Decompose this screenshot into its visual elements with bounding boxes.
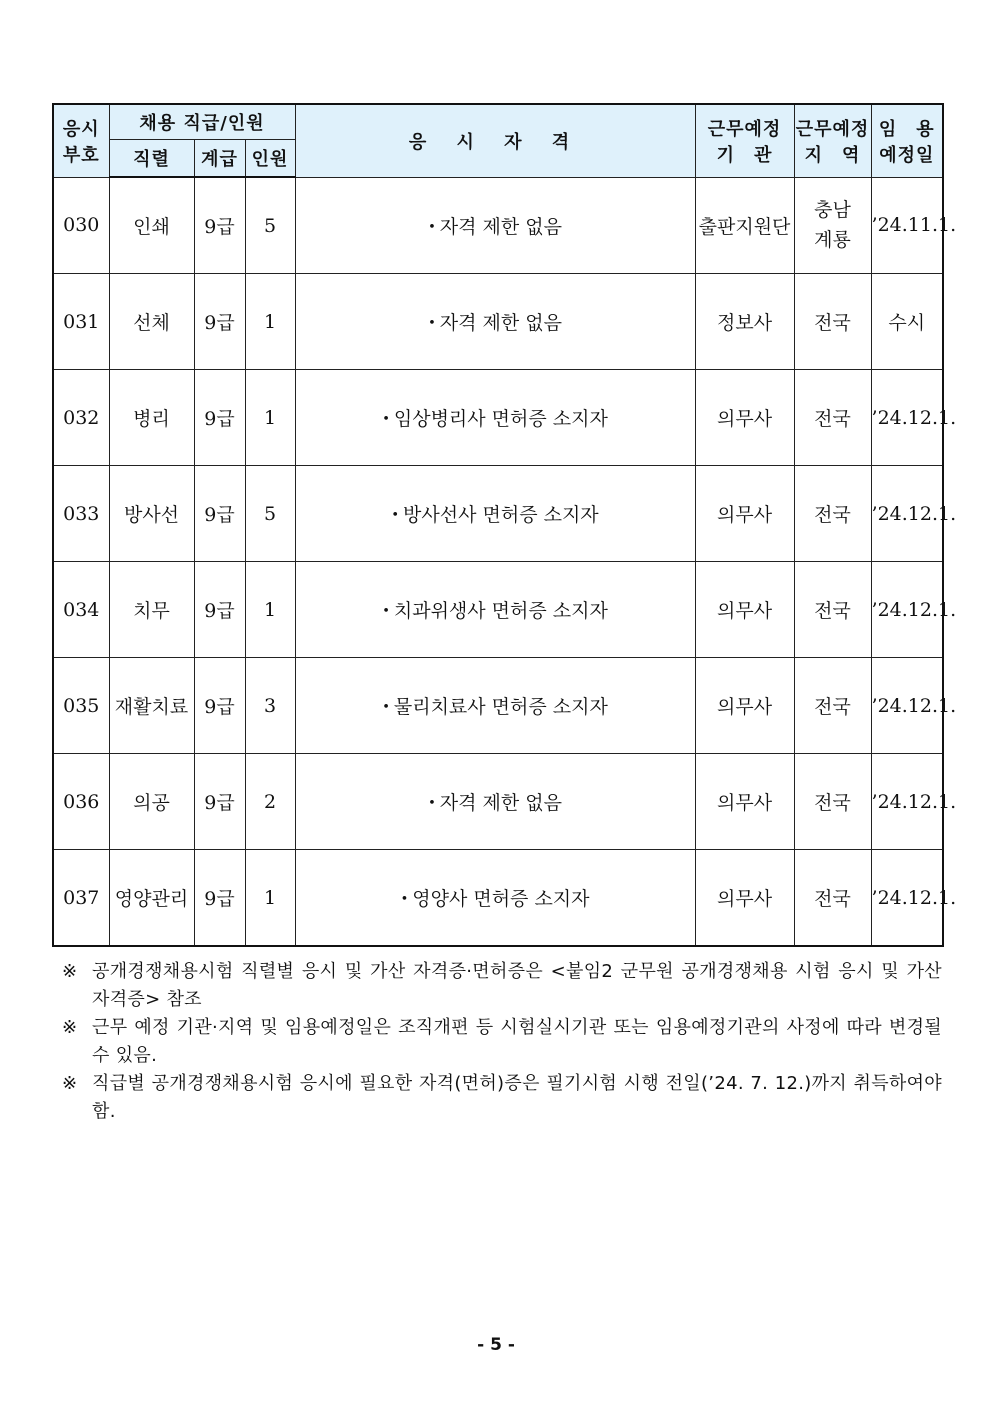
footnote [62,1070,942,1126]
table-row [53,177,943,274]
qualification-cell: • 영양사 면허증 소지자 [295,850,695,947]
footnote-text: 근무 예정 기관·지역 및 임용예정일은 조직개편 등 시험실시기관 또는 임용예정기관의 사정에 따라 변경될 수 있음. [92,1017,942,1066]
headcount-cell: 5 [245,466,295,562]
date-cell: ’24.12.1. [871,850,943,947]
date-cell: ’24.12.1. [871,754,943,850]
exam-no-cell: 034 [53,562,109,658]
grade-cell: 9급 [194,370,245,466]
table-row [53,466,943,562]
job-series-cell: 인쇄 [109,177,194,274]
region-cell: 전국 [794,658,871,754]
table-row [53,370,943,466]
table-row [53,658,943,754]
grade-cell: 9급 [194,177,245,274]
table-row [53,850,943,947]
date-cell: 수시 [871,274,943,370]
grade-cell: 9급 [194,754,245,850]
reference-mark-icon: ※ [62,1073,78,1094]
header-grade: 계급 [194,140,245,178]
org-cell: 의무사 [695,754,794,850]
qualification-cell: • 물리치료사 면허증 소지자 [295,658,695,754]
exam-no-cell: 032 [53,370,109,466]
footnote [62,1014,942,1070]
table-row [53,274,943,370]
date-cell: ’24.11.1. [871,177,943,274]
bullet-icon: • [400,892,409,907]
header-recruit-group: 채용 직급/인원 [109,104,295,140]
table-row [53,562,943,658]
exam-no-cell: 037 [53,850,109,947]
headcount-cell: 1 [245,562,295,658]
region-cell: 전국 [794,274,871,370]
bullet-icon: • [382,700,390,715]
header-appointment-date: 임 용 예정일 [871,104,943,177]
date-cell: ’24.12.1. [871,658,943,754]
footnote-text: 직급별 공개경쟁채용시험 응시에 필요한 자격(면허)증은 필기시험 시행 전일(’24. 7. 12.)까지 취득하여야 함. [92,1073,942,1122]
job-series-cell: 재활치료 [109,658,194,754]
exam-no-cell: 035 [53,658,109,754]
headcount-cell: 5 [245,177,295,274]
bullet-icon: • [391,508,400,523]
header-headcount: 인원 [245,140,295,178]
bullet-icon: • [382,412,390,427]
grade-cell: 9급 [194,274,245,370]
org-cell: 의무사 [695,658,794,754]
org-cell: 의무사 [695,850,794,947]
footnote [62,958,942,1014]
region-cell: 전국 [794,370,871,466]
header-org: 근무예정 기 관 [695,104,794,177]
headcount-cell: 1 [245,850,295,947]
org-cell: 의무사 [695,466,794,562]
region-cell: 전국 [794,466,871,562]
bullet-icon: • [428,796,436,811]
bullet-icon: • [382,604,390,619]
region-cell: 전국 [794,850,871,947]
footnotes [62,958,942,1126]
qualification-cell: • 자격 제한 없음 [295,274,695,370]
date-cell: ’24.12.1. [871,370,943,466]
bullet-icon: • [428,316,436,331]
qualification-cell: • 임상병리사 면허증 소지자 [295,370,695,466]
job-series-cell: 선체 [109,274,194,370]
grade-cell: 9급 [194,658,245,754]
org-cell: 의무사 [695,370,794,466]
qualification-cell: • 자격 제한 없음 [295,754,695,850]
header-job-series: 직렬 [109,140,194,178]
headcount-cell: 1 [245,370,295,466]
headcount-cell: 3 [245,658,295,754]
bullet-icon: • [428,219,436,235]
region-cell: 전국 [794,754,871,850]
page-number: - 5 - [477,1335,515,1355]
date-cell: ’24.12.1. [871,562,943,658]
job-series-cell: 의공 [109,754,194,850]
qualification-cell: • 치과위생사 면허증 소지자 [295,562,695,658]
headcount-cell: 2 [245,754,295,850]
region-cell: 전국 [794,562,871,658]
grade-cell: 9급 [194,562,245,658]
headcount-cell: 1 [245,274,295,370]
org-cell: 의무사 [695,562,794,658]
header-region: 근무예정 지 역 [794,104,871,177]
header-exam-no: 응시 부호 [53,104,109,177]
footnote-text: 공개경쟁채용시험 직렬별 응시 및 가산 자격증·면허증은 <붙임2 군무원 공개경쟁채용 시험 응시 및 가산 자격증> 참조 [92,961,942,1010]
job-series-cell: 영양관리 [109,850,194,947]
date-cell: ’24.12.1. [871,466,943,562]
qualification-cell: • 자격 제한 없음 [295,177,695,274]
org-cell: 출판지원단 [695,177,794,274]
exam-no-cell: 031 [53,274,109,370]
region-cell: 충남 계룡 [794,177,871,274]
recruitment-table [52,103,957,947]
reference-mark-icon: ※ [62,961,78,982]
exam-no-cell: 030 [53,177,109,274]
grade-cell: 9급 [194,850,245,947]
job-series-cell: 병리 [109,370,194,466]
job-series-cell: 방사선 [109,466,194,562]
exam-no-cell: 036 [53,754,109,850]
exam-no-cell: 033 [53,466,109,562]
table-row [53,754,943,850]
org-cell: 정보사 [695,274,794,370]
reference-mark-icon: ※ [62,1017,78,1038]
qualification-cell: • 방사선사 면허증 소지자 [295,466,695,562]
header-qualification: 응 시 자 격 [295,104,695,177]
grade-cell: 9급 [194,466,245,562]
job-series-cell: 치무 [109,562,194,658]
